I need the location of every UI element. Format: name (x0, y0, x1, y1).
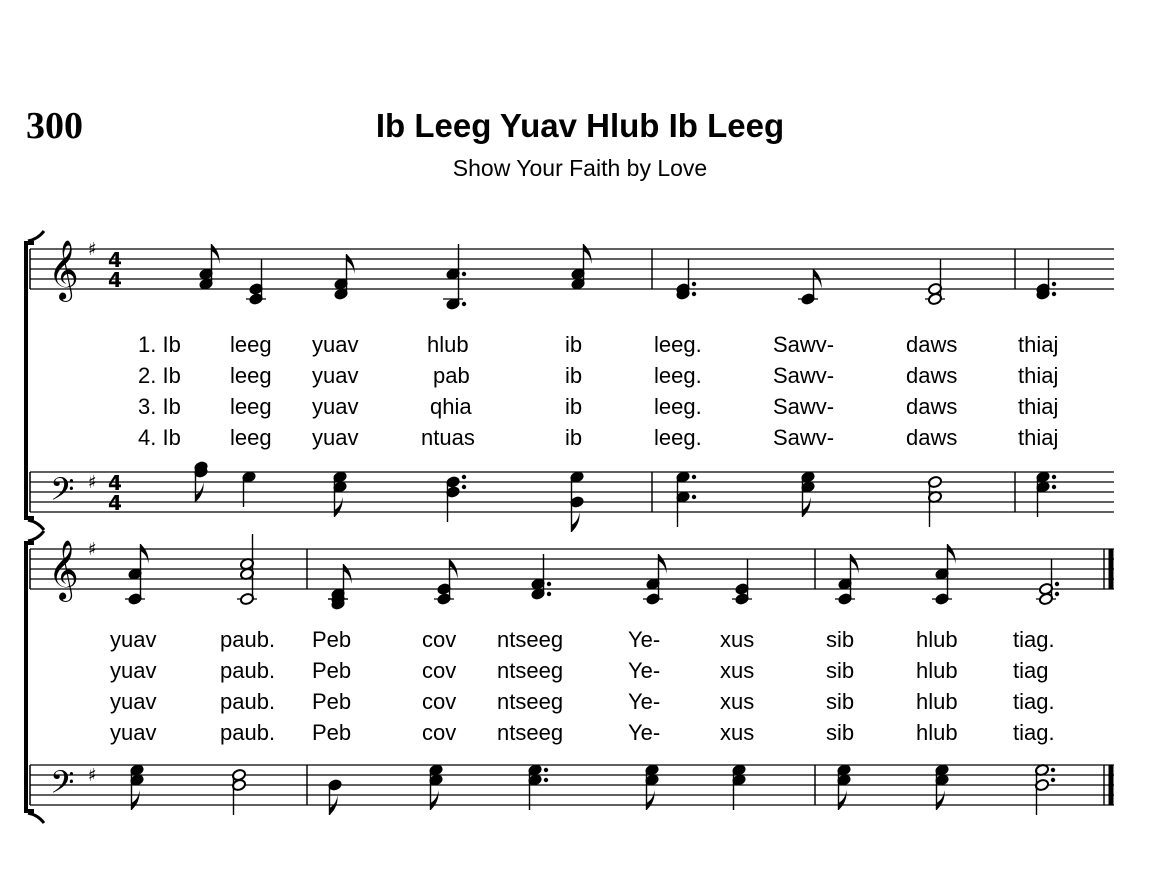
lyric-syllable: leeg (230, 363, 272, 388)
note-flag (212, 244, 220, 264)
lyric-verse-3 (0, 393, 1150, 421)
lyric-syllable: daws (906, 394, 958, 419)
note-flag (344, 564, 352, 584)
lyric-syllable: ib (565, 394, 583, 419)
lyric-syllable: tiag (1013, 658, 1049, 683)
augmentation-dot (1051, 768, 1055, 772)
augmentation-dot (544, 778, 548, 782)
note-flag (584, 244, 592, 264)
lyric-syllable: Peb (312, 658, 352, 683)
treble-clef-icon: 𝄞 (48, 240, 79, 300)
lyric-verse-3 (0, 688, 1150, 716)
lyric-syllable: 2. Ib (138, 363, 181, 388)
lyric-syllable: Peb (312, 720, 352, 745)
augmentation-dot (547, 582, 551, 586)
lyric-syllable: yuav (312, 332, 359, 357)
lyric-syllable: leeg (230, 394, 272, 419)
lyric-syllable: Peb (312, 627, 352, 652)
note-flag (431, 790, 439, 810)
staff (30, 549, 1114, 589)
lyric-syllable: yuav (312, 363, 359, 388)
lyric-syllable: Ye- (628, 720, 661, 745)
lyric-syllable: ntuas (421, 425, 475, 450)
lyric-syllable: Ye- (628, 658, 661, 683)
augmentation-dot (1052, 485, 1056, 489)
lyric-verse-1 (0, 331, 1150, 359)
time-signature-top: 4 (108, 471, 122, 495)
lyric-syllable: hlub (916, 658, 958, 683)
lyric-syllable: ntseeg (497, 658, 564, 683)
lyric-syllable: daws (906, 425, 958, 450)
lyric-syllable: sib (826, 720, 855, 745)
lyric-syllable: paub. (220, 627, 276, 652)
lyric-syllable: leeg. (654, 425, 702, 450)
bracket-hook (28, 520, 44, 530)
lyric-syllable: yuav (312, 394, 359, 419)
lyric-syllable: paub. (220, 658, 276, 683)
key-signature-sharp-icon: ♯ (88, 472, 97, 493)
lyric-syllable: leeg. (654, 332, 702, 357)
lyric-syllable: Sawv- (773, 363, 835, 388)
lyric-verse-4 (0, 719, 1150, 747)
lyric-syllable: cov (422, 658, 457, 683)
time-signature-top: 4 (108, 248, 122, 272)
lyric-syllable: xus (720, 689, 755, 714)
lyric-syllable: hlub (427, 332, 469, 357)
bracket-hook (28, 531, 44, 541)
note-flag (659, 554, 667, 574)
augmentation-dot (1052, 282, 1056, 286)
lyric-syllable: qhia (430, 394, 472, 419)
augmentation-dot (462, 475, 466, 479)
lyric-syllable: Ye- (628, 689, 661, 714)
lyric-syllable: xus (720, 627, 755, 652)
lyric-syllable: thiaj (1018, 425, 1059, 450)
lyric-syllable: ntseeg (497, 720, 564, 745)
augmentation-dot (1055, 582, 1059, 586)
lyric-syllable: hlub (916, 689, 958, 714)
note-flag (803, 497, 811, 517)
lyric-syllable: cov (422, 627, 457, 652)
lyric-syllable: thiaj (1018, 363, 1059, 388)
augmentation-dot (692, 282, 696, 286)
augmentation-dot (544, 768, 548, 772)
augmentation-dot (547, 592, 551, 596)
lyric-syllable: xus (720, 720, 755, 745)
lyric-syllable: tiag. (1013, 689, 1055, 714)
lyric-syllable: daws (906, 332, 958, 357)
augmentation-dot (692, 475, 696, 479)
augmentation-dot (462, 485, 466, 489)
note-flag (948, 544, 956, 564)
key-signature-sharp-icon: ♯ (88, 765, 97, 786)
note-flag (851, 554, 859, 574)
augmentation-dot (1051, 778, 1055, 782)
treble-clef-icon: 𝄞 (48, 540, 79, 600)
note-flag (839, 790, 847, 810)
hymn-number: 300 (26, 105, 83, 147)
bracket-hook (28, 231, 44, 241)
lyric-verse-1 (0, 626, 1150, 654)
note-flag (572, 512, 580, 532)
augmentation-dot (1055, 592, 1059, 596)
lyric-syllable: daws (906, 363, 958, 388)
bass-clef-icon: 𝄢 (50, 471, 75, 515)
staff (30, 765, 1114, 805)
note-flag (141, 544, 149, 564)
augmentation-dot (692, 292, 696, 296)
lyric-syllable: yuav (110, 627, 157, 652)
lyric-syllable: hlub (916, 720, 958, 745)
lyric-syllable: 1. Ib (138, 332, 181, 357)
lyric-syllable: xus (720, 658, 755, 683)
lyric-syllable: 4. Ib (138, 425, 181, 450)
lyric-syllable: cov (422, 720, 457, 745)
note-flag (132, 790, 140, 810)
lyric-syllable: leeg. (654, 394, 702, 419)
lyric-verse-4 (0, 424, 1150, 452)
lyric-syllable: thiaj (1018, 332, 1059, 357)
hymn-title: Ib Leeg Yuav Hlub Ib Leeg (375, 107, 785, 144)
lyric-syllable: ib (565, 332, 583, 357)
augmentation-dot (692, 495, 696, 499)
hymn-subtitle: Show Your Faith by Love (452, 155, 708, 181)
lyric-syllable: Sawv- (773, 332, 835, 357)
lyric-syllable: leeg (230, 425, 272, 450)
lyric-syllable: sib (826, 627, 855, 652)
lyric-syllable: yuav (312, 425, 359, 450)
lyric-syllable: paub. (220, 720, 276, 745)
lyric-syllable: pab (433, 363, 470, 388)
lyric-syllable: tiag. (1013, 627, 1055, 652)
lyric-syllable: thiaj (1018, 394, 1059, 419)
lyric-syllable: sib (826, 658, 855, 683)
lyric-syllable: Sawv- (773, 425, 835, 450)
time-signature-bottom: 4 (108, 491, 122, 515)
note-flag (347, 254, 355, 274)
lyric-syllable: cov (422, 689, 457, 714)
note-flag (335, 497, 343, 517)
lyric-syllable: sib (826, 689, 855, 714)
lyric-syllable: tiag. (1013, 720, 1055, 745)
lyric-syllable: yuav (110, 689, 157, 714)
lyric-syllable: ntseeg (497, 627, 564, 652)
bracket-hook (28, 813, 44, 823)
key-signature-sharp-icon: ♯ (88, 239, 97, 260)
time-signature-bottom: 4 (108, 268, 122, 292)
lyric-syllable: hlub (916, 627, 958, 652)
lyric-syllable: leeg (230, 332, 272, 357)
lyric-syllable: ib (565, 363, 583, 388)
note-flag (647, 790, 655, 810)
lyric-syllable: paub. (220, 689, 276, 714)
bass-clef-icon: 𝄢 (50, 764, 75, 808)
lyric-syllable: yuav (110, 720, 157, 745)
lyric-syllable: Peb (312, 689, 352, 714)
lyric-syllable: ntseeg (497, 689, 564, 714)
lyric-syllable: 3. Ib (138, 394, 181, 419)
lyric-syllable: leeg. (654, 363, 702, 388)
note-flag (937, 790, 945, 810)
lyric-verse-2 (0, 362, 1150, 390)
augmentation-dot (1052, 292, 1056, 296)
lyric-syllable: ib (565, 425, 583, 450)
lyric-syllable: Ye- (628, 627, 661, 652)
augmentation-dot (462, 302, 466, 306)
augmentation-dot (462, 272, 466, 276)
key-signature-sharp-icon: ♯ (88, 539, 97, 560)
lyric-syllable: Sawv- (773, 394, 835, 419)
augmentation-dot (1052, 475, 1056, 479)
lyric-verse-2 (0, 657, 1150, 685)
lyric-syllable: yuav (110, 658, 157, 683)
